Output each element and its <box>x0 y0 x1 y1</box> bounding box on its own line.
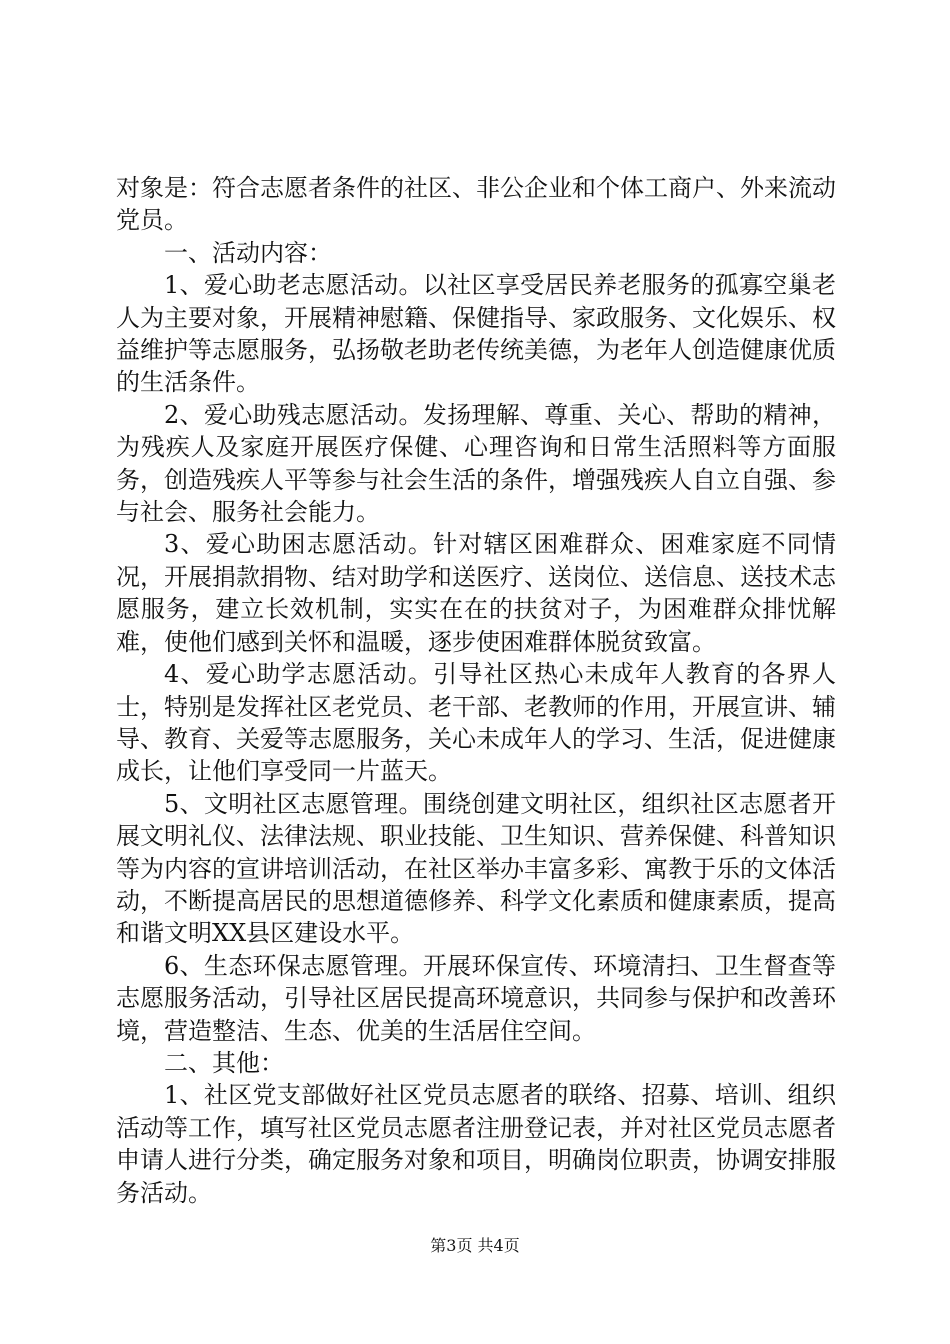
page-footer: 第3页 共4页 <box>430 1236 520 1255</box>
paragraph-elderly-care: 1、爱心助老志愿活动。以社区享受居民养老服务的孤寡空巢老人为主要对象，开展精神慰籍、保健指导、家政服务、文化娱乐、权益维护等志愿服务，弘扬敬老助老传统美德，为老年人创造健康优质的生活条件。 <box>116 271 836 397</box>
paragraph-environmental-protection: 6、生态环保志愿管理。开展环保宣传、环境清扫、卫生督查等志愿服务活动，引导社区居民提高环境意识，共同参与保护和改善环境，营造整洁、生态、优美的生活居住空间。 <box>116 951 836 1045</box>
paragraph-education-support: 4、爱心助学志愿活动。引导社区热心未成年人教育的各界人士，特别是发挥社区老党员、老干部、老教师的作用，开展宣讲、辅导、教育、关爱等志愿服务，关心未成年人的学习、生活，促进健康成长，让他们享受同一片蓝天。 <box>116 660 836 786</box>
heading-activity-content: 一、活动内容： <box>164 238 332 267</box>
heading-other: 二、其他： <box>164 1048 284 1077</box>
paragraph-civilized-community: 5、文明社区志愿管理。围绕创建文明社区，组织社区志愿者开展文明礼仪、法律法规、职业技能、卫生知识、营养保健、科普知识等为内容的宣讲培训活动，在社区举办丰富多彩、寓教于乐的文体活动，不断提高居民的思想道德修养、科学文化素质和健康素质，提高和谐文明XX县区建设水平。 <box>116 789 836 948</box>
paragraph-poverty-relief: 3、爱心助困志愿活动。针对辖区困难群众、困难家庭不同情况，开展捐款捐物、结对助学和送医疗、送岗位、送信息、送技术志愿服务，建立长效机制，实实在在的扶贫对子，为困难群众排忧解难，使他们感到关怀和温暖，逐步使困难群体脱贫致富。 <box>116 530 836 656</box>
document-body <box>116 172 836 1209</box>
paragraph-party-branch-duties: 1、社区党支部做好社区党员志愿者的联络、招募、培训、组织活动等工作，填写社区党员志愿者注册登记表，并对社区党员志愿者申请人进行分类，确定服务对象和项目，明确岗位职责，协调安排服务活动。 <box>116 1081 836 1207</box>
paragraph-target-audience: 对象是：符合志愿者条件的社区、非公企业和个体工商户、外来流动党员。 <box>116 174 836 235</box>
paragraph-disability-support: 2、爱心助残志愿活动。发扬理解、尊重、关心、帮助的精神，为残疾人及家庭开展医疗保健、心理咨询和日常生活照料等方面服务，创造残疾人平等参与社会生活的条件，增强残疾人自立自强、参与社会、服务社会能力。 <box>116 400 836 527</box>
